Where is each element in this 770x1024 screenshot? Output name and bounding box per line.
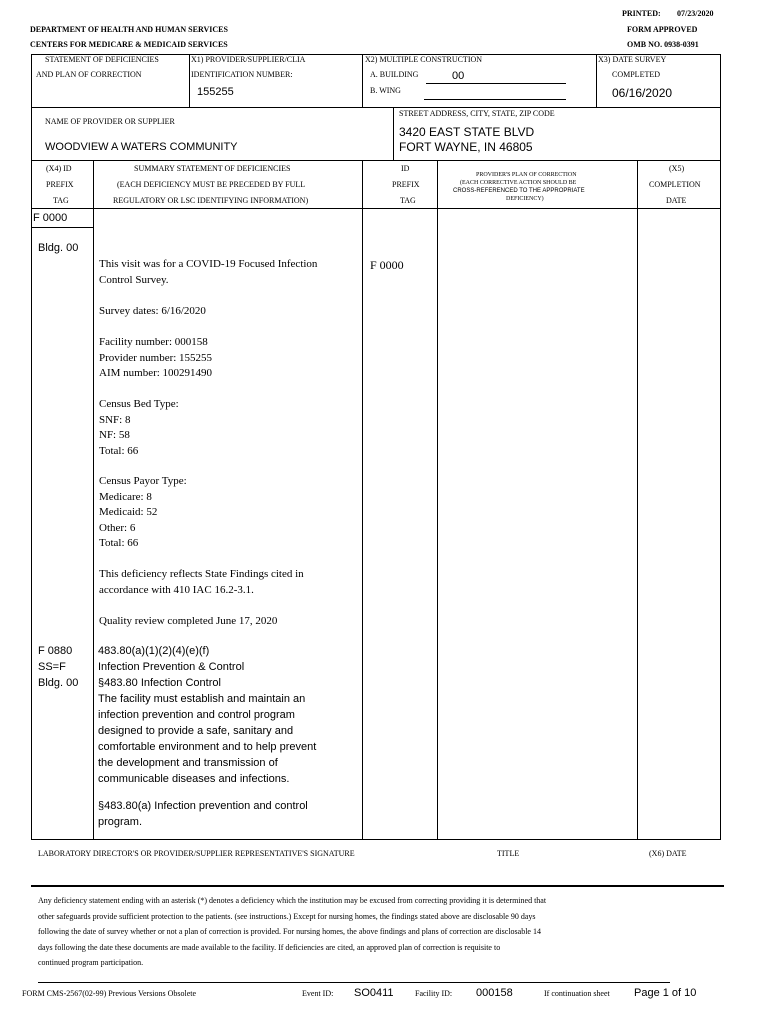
address-label: STREET ADDRESS, CITY, STATE, ZIP CODE xyxy=(399,109,555,118)
header-bottom-border xyxy=(31,208,721,209)
box2-left-border xyxy=(31,107,32,161)
department-name: DEPARTMENT OF HEALTH AND HUMAN SERVICES xyxy=(30,25,228,34)
x4-header-3: TAG xyxy=(53,196,69,205)
statement-label-1: STATEMENT OF DEFICIENCIES xyxy=(45,55,159,64)
provider-id-value: 155255 xyxy=(197,86,234,98)
plan-prefix-tag: F 0000 xyxy=(370,258,404,272)
box1-divider-3 xyxy=(596,54,597,108)
omb-number: OMB NO. 0938-0391 xyxy=(627,40,699,49)
disclosure-disclaimer: Any deficiency statement ending with an asterisk (*) denotes a deficiency which the institution may be excused from correcting providing it is determined that other safeguards provide sufficient protection to the patients. (see instructions.) Except for nursing homes, the findings stated above are disclosable 90 days following the date of survey whether or not a plan of correction is provided. For nursing homes, the above findings and plans of correction are disclosable 14 days following the date these documents are made available to the facility. If deficiencies are cited, an approved plan of correction is requisite to continued program participation. xyxy=(38,896,547,967)
visit-description: This visit was for a COVID-19 Focused Infection Control Survey. xyxy=(99,258,318,286)
row1-building: Bldg. 00 xyxy=(38,242,79,254)
f880-subsection: §483.80(a) Infection prevention and control program. xyxy=(98,800,308,828)
x4-header-1: (X4) ID xyxy=(46,164,72,173)
f880-deficiency-text: 483.80(a)(1)(2)(4)(e)(f) Infection Prevention & Control §483.80 Infection Control The facility must establish and maintain an infection prevention and control program designed to provide a safe, sanitary and comfortable environment and to help prevent the development and transmission of communicable diseases and infections. xyxy=(98,645,317,785)
building-underline xyxy=(426,83,566,84)
facility-id-value: 000158 xyxy=(476,987,513,999)
col-divider-2 xyxy=(362,160,363,840)
facility-numbers: Facility number: 000158 Provider number: 155255 AIM number: 100291490 xyxy=(99,336,213,379)
box2-right-border xyxy=(720,107,721,161)
printed-date: 07/23/2020 xyxy=(677,9,714,18)
wing-label: B. WING xyxy=(370,86,401,95)
footer-rule xyxy=(38,982,670,983)
x6-date-label: (X6) DATE xyxy=(649,849,687,858)
survey-dates: Survey dates: 6/16/2020 xyxy=(99,305,206,317)
summary-header-1: SUMMARY STATEMENT OF DEFICIENCIES xyxy=(134,164,291,173)
form-approved: FORM APPROVED xyxy=(627,25,698,34)
address-line-2: FORT WAYNE, IN 46805 xyxy=(399,140,533,154)
plan-header-3: CROSS-REFERENCED TO THE APPROPRIATE xyxy=(453,188,585,194)
date-survey-label-1: X3) DATE SURVEY xyxy=(598,55,667,64)
col-divider-4 xyxy=(637,160,638,840)
provider-id-label-1: X1) PROVIDER/SUPPLIER/CLIA xyxy=(191,55,306,64)
plan-header-2: (EACH CORRECTIVE ACTION SHOULD BE xyxy=(460,180,577,186)
summary-header-3: REGULATORY OR LSC IDENTIFYING INFORMATION) xyxy=(113,196,309,205)
wing-underline xyxy=(424,99,566,100)
continuation-label: If continuation sheet xyxy=(544,989,610,998)
row2-prefix-tag: F 0880 SS=F Bldg. 00 xyxy=(38,645,79,689)
table-right-border xyxy=(720,160,721,840)
row1-prefix-tag: F 0000 xyxy=(33,212,68,224)
centers-name: CENTERS FOR MEDICARE & MEDICAID SERVICES xyxy=(30,40,228,49)
building-value: 00 xyxy=(452,70,465,82)
x5-header-3: DATE xyxy=(666,196,687,205)
table-left-border xyxy=(31,160,32,840)
box1-divider-2 xyxy=(362,54,363,108)
x5-header-2: COMPLETION xyxy=(649,180,701,189)
facility-id-label: Facility ID: xyxy=(415,989,453,998)
plan-header-4: DEFICIENCY) xyxy=(506,196,544,202)
address-line-1: 3420 EAST STATE BLVD xyxy=(399,125,535,139)
x5-header-1: (X5) xyxy=(669,164,685,173)
signature-label: LABORATORY DIRECTOR'S OR PROVIDER/SUPPLIER REPRESENTATIVE'S SIGNATURE xyxy=(38,849,355,858)
title-label: TITLE xyxy=(497,849,520,858)
box2-divider xyxy=(393,107,394,161)
provider-name-label: NAME OF PROVIDER OR SUPPLIER xyxy=(45,117,175,126)
box1-left-border xyxy=(31,54,32,108)
signature-bottom-rule xyxy=(31,885,724,887)
id-header-3: TAG xyxy=(400,196,416,205)
quality-review: Quality review completed June 17, 2020 xyxy=(99,615,278,627)
box1-bottom-border xyxy=(31,107,721,108)
page-number: Page 1 of 10 xyxy=(634,987,697,999)
row1-tag-underline xyxy=(31,227,94,228)
state-findings-note: This deficiency reflects State Findings cited in accordance with 410 IAC 16.2-3.1. xyxy=(99,568,304,596)
col-divider-1 xyxy=(93,160,94,840)
multiple-construction-label: X2) MULTIPLE CONSTRUCTION xyxy=(365,55,483,64)
table-bottom-border xyxy=(31,839,721,840)
event-id-value: SO0411 xyxy=(354,987,394,999)
plan-header-1: PROVIDER'S PLAN OF CORRECTION xyxy=(476,172,577,178)
col-divider-3 xyxy=(437,160,438,840)
event-id-label: Event ID: xyxy=(302,989,334,998)
statement-label-2: AND PLAN OF CORRECTION xyxy=(36,70,142,79)
box2-bottom-border xyxy=(31,160,721,161)
building-label: A. BUILDING xyxy=(370,70,419,79)
provider-name-value: WOODVIEW A WATERS COMMUNITY xyxy=(45,141,238,153)
box1-divider-1 xyxy=(189,54,190,108)
form-number: FORM CMS-2567(02-99) Previous Versions Obsolete xyxy=(22,989,197,998)
box1-right-border xyxy=(720,54,721,108)
summary-header-2: (EACH DEFICIENCY MUST BE PRECEDED BY FULL xyxy=(117,180,306,189)
census-bed-type: Census Bed Type: SNF: 8 NF: 58 Total: 66 xyxy=(99,398,179,457)
x4-header-2: PREFIX xyxy=(46,180,74,189)
id-header-1: ID xyxy=(401,164,410,173)
census-payor-type: Census Payor Type: Medicare: 8 Medicaid: 52 Other: 6 Total: 66 xyxy=(99,475,187,549)
provider-id-label-2: IDENTIFICATION NUMBER: xyxy=(191,70,293,79)
date-survey-label-2: COMPLETED xyxy=(612,70,660,79)
printed-label: PRINTED: xyxy=(622,9,661,18)
id-header-2: PREFIX xyxy=(392,180,420,189)
date-survey-value: 06/16/2020 xyxy=(612,86,673,100)
